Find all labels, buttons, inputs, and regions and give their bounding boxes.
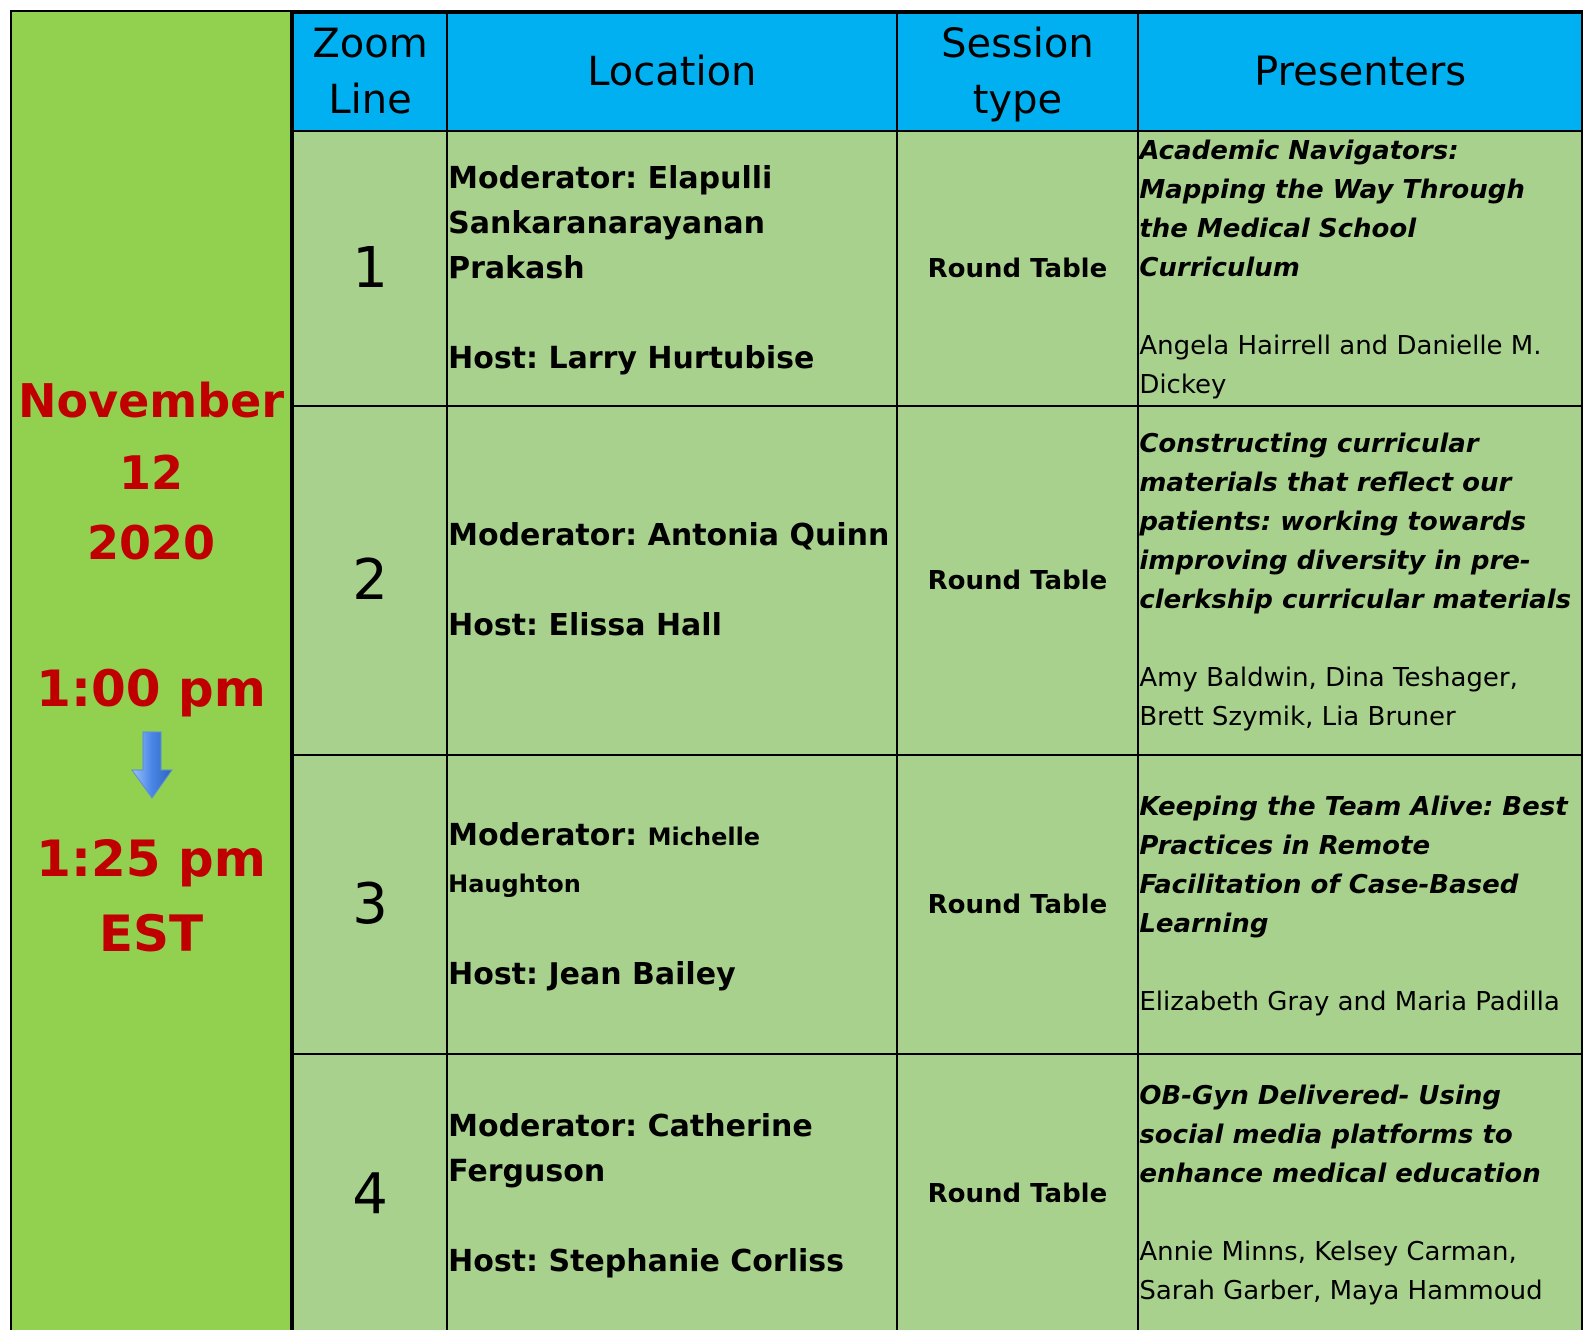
presenters-cell (1138, 755, 1582, 1054)
moderator: Moderator: Elapulli Sankaranarayanan Prakash (448, 161, 773, 286)
session-title: Constructing curricular materials that reflect our patients: working towards improving diversity in pre-clerkship curricular materials (1139, 428, 1572, 615)
presenter-names: Elizabeth Gray and Maria Padilla (1139, 986, 1560, 1017)
zoom-line-number: 1 (293, 131, 447, 406)
location-cell (447, 1054, 896, 1330)
session-table (292, 12, 1583, 1330)
zoom-line-number: 2 (293, 406, 447, 755)
session-month: November (17, 374, 285, 428)
table-row (293, 131, 1582, 406)
session-title: OB-Gyn Delivered- Using social media platforms to enhance medical education (1139, 1081, 1541, 1189)
table-row (293, 406, 1582, 755)
session-type: Round Table (897, 406, 1139, 755)
session-type: Round Table (897, 1054, 1139, 1330)
zoom-line-number: 4 (293, 1054, 447, 1330)
presenter-names: Amy Baldwin, Dina Teshager, Brett Szymik, Lia Bruner (1139, 662, 1518, 732)
presenters-cell (1138, 1054, 1582, 1330)
presenter-names: Angela Hairrell and Danielle M. Dickey (1139, 331, 1542, 400)
location-cell (447, 406, 896, 755)
session-year: 2020 (86, 516, 216, 570)
table-row (293, 1054, 1582, 1330)
timezone: EST (98, 905, 204, 963)
table-row (293, 755, 1582, 1054)
host: Host: Jean Bailey (448, 956, 736, 992)
moderator: Moderator: Antonia Quinn (448, 518, 890, 553)
location-cell (447, 755, 896, 1054)
schedule-sheet (10, 10, 1583, 1330)
header-session-type: Session type (897, 13, 1139, 131)
session-day: 12 (118, 446, 183, 500)
presenter-names: Annie Minns, Kelsey Carman, Sarah Garber, Maya Hammoud (1139, 1237, 1543, 1306)
arrow-down-icon (130, 730, 174, 800)
date-time-column (12, 12, 292, 1330)
header-presenters: Presenters (1138, 13, 1582, 131)
header-row (293, 13, 1582, 131)
header-zoom-line: Zoom Line (293, 13, 447, 131)
host: Host: Elissa Hall (448, 608, 722, 643)
presenters-cell (1138, 131, 1582, 406)
location-cell (447, 131, 896, 406)
moderator: Moderator: Catherine Ferguson (448, 1109, 813, 1189)
host: Host: Larry Hurtubise (448, 341, 815, 376)
end-time: 1:25 pm (36, 830, 266, 888)
host: Host: Stephanie Corliss (448, 1244, 844, 1279)
header-location: Location (447, 13, 896, 131)
session-type: Round Table (897, 131, 1139, 406)
session-title: Academic Navigators: Mapping the Way Through the Medical School Curriculum (1139, 136, 1525, 283)
session-title: Keeping the Team Alive: Best Practices in Remote Facilitation of Case-Based Learning (1139, 791, 1568, 939)
start-time: 1:00 pm (36, 660, 266, 718)
moderator: Moderator: Michelle Haughton (448, 817, 761, 898)
zoom-line-number: 3 (293, 755, 447, 1054)
presenters-cell (1138, 406, 1582, 755)
session-type: Round Table (897, 755, 1139, 1054)
